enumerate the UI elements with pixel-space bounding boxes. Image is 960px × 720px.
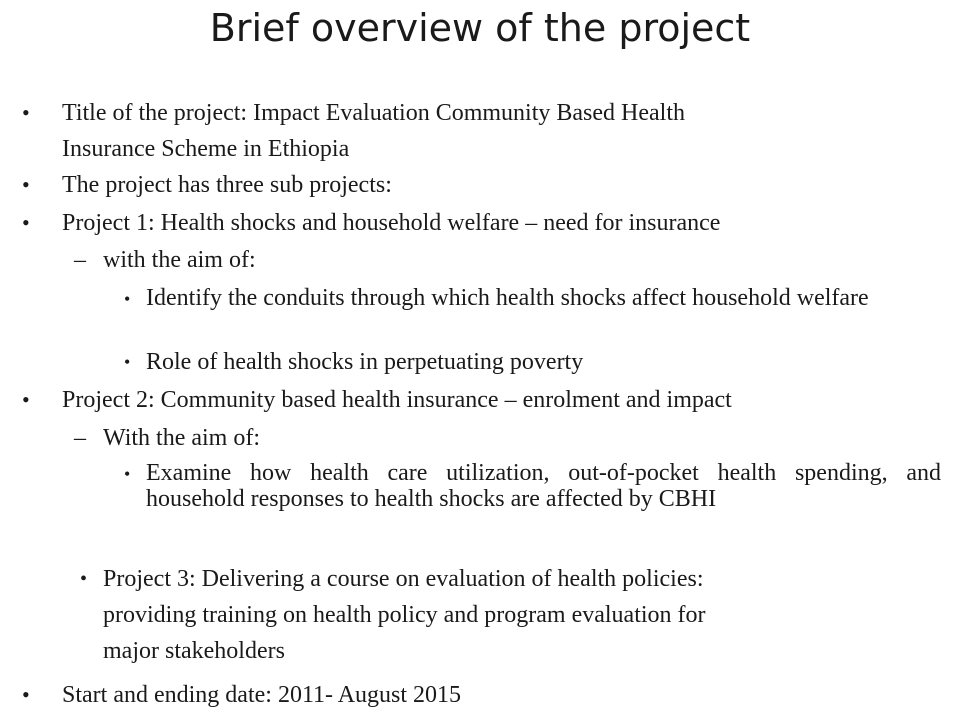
subprojects-intro: The project has three sub projects: xyxy=(62,172,392,198)
project3-line3: major stakeholders xyxy=(103,638,285,664)
project3-line2: providing training on health policy and program evaluation for xyxy=(103,602,706,628)
bullet-icon: • xyxy=(124,352,131,372)
bullet-icon: • xyxy=(22,387,30,412)
project-title-line2: Insurance Scheme in Ethiopia xyxy=(62,136,350,162)
project3-line1: Project 3: Delivering a course on evaluation of health policies: xyxy=(103,566,704,592)
dash-icon: – xyxy=(74,425,86,451)
bullet-icon: • xyxy=(22,210,30,235)
project1-point2: Role of health shocks in perpetuating poverty xyxy=(146,349,584,375)
bullet-icon: • xyxy=(124,464,131,484)
project-title-line1: Title of the project: Impact Evaluation Community Based Health xyxy=(62,100,685,126)
bullet-icon: • xyxy=(80,568,88,590)
project1-aim: with the aim of: xyxy=(103,247,256,273)
project1-heading: Project 1: Health shocks and household welfare – need for insurance xyxy=(62,210,721,236)
bullet-icon: • xyxy=(22,682,30,707)
project2-aim: With the aim of: xyxy=(103,425,260,451)
project1-point1: Identify the conduits through which health shocks affect household welfare xyxy=(146,285,869,311)
project2-point1: Examine how health care utilization, out-of-pocket health spending, and household responses to health shocks are affected by CBHI xyxy=(146,460,941,512)
slide-title: Brief overview of the project xyxy=(209,6,751,50)
bullet-icon: • xyxy=(124,289,131,309)
project-dates: Start and ending date: 2011- August 2015 xyxy=(62,682,462,708)
bullet-icon: • xyxy=(22,100,30,125)
bullet-icon: • xyxy=(22,172,30,197)
project2-heading: Project 2: Community based health insurance – enrolment and impact xyxy=(62,387,732,413)
dash-icon: – xyxy=(74,247,86,273)
